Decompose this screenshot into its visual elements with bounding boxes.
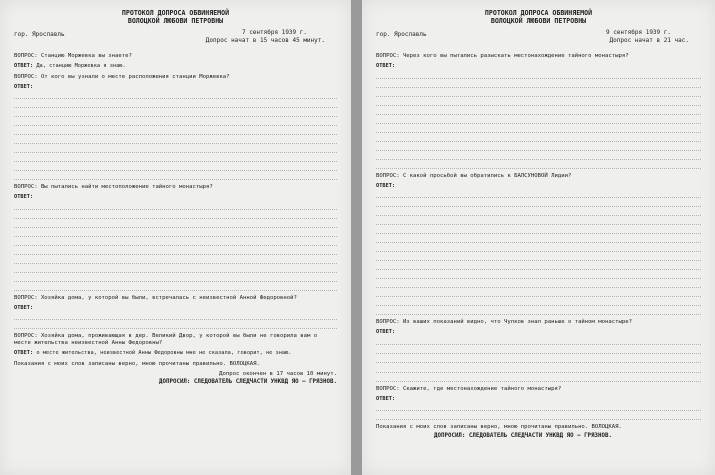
answer bbox=[14, 84, 337, 181]
illegible-text-line bbox=[14, 284, 337, 291]
title-line-2: ВОЛОЦКОЙ ЛЮБОВИ ПЕТРОВНЫ bbox=[490, 17, 587, 25]
illegible-text-line bbox=[14, 275, 337, 282]
illegible-text-block bbox=[376, 404, 701, 420]
illegible-text-line bbox=[14, 137, 337, 144]
title-line-1: ПРОТОКОЛ ДОПРОСА ОБВИНЯЕМОЙ bbox=[121, 9, 230, 17]
illegible-text-line bbox=[376, 236, 701, 243]
illegible-text-block bbox=[14, 92, 337, 180]
illegible-text-line bbox=[376, 272, 701, 279]
illegible-text-line bbox=[376, 299, 701, 306]
illegible-text-line bbox=[14, 257, 337, 264]
illegible-text-line bbox=[14, 155, 337, 162]
illegible-text-block bbox=[14, 313, 337, 329]
question: ВОПРОС: Через кого вы пытались разыскать местонахождение тайного монастыря? bbox=[376, 53, 629, 59]
illegible-text-line bbox=[376, 245, 701, 252]
question: ВОПРОС: Хозяйка дома, у которой вы были, встречалась с неизвестной Анной Федоровной? bbox=[14, 294, 297, 301]
answer bbox=[376, 396, 701, 421]
answer-text: Да, станцию Моржевка я знаю. bbox=[36, 63, 126, 69]
answer-text: о месте жительства, неизвестной Анны Федоровны мне не сказала, говорит, не знаю. bbox=[36, 350, 292, 357]
protocol-page-1 bbox=[0, 0, 351, 475]
illegible-text-line bbox=[376, 135, 701, 142]
illegible-text-line bbox=[376, 263, 701, 270]
illegible-text-line bbox=[376, 413, 701, 420]
illegible-text-block bbox=[376, 72, 701, 169]
illegible-text-line bbox=[14, 313, 337, 320]
answer-label: ОТВЕТ: bbox=[376, 182, 396, 189]
question: ВОПРОС: Хозяйка дома, проживающая в дер. Великий Двор, у которой вы были не говорила вам о месте жительства неизвестной Анны Федоровны? bbox=[14, 333, 318, 347]
illegible-text-line bbox=[14, 164, 337, 171]
date: 7 сентября 1939 г. bbox=[241, 29, 307, 36]
illegible-text-line bbox=[14, 203, 337, 210]
illegible-text-block bbox=[376, 191, 701, 315]
start-time: Допрос начат в 21 час. bbox=[609, 37, 689, 44]
end-time: Допрос окончен в 17 часов 10 минут. bbox=[219, 370, 337, 377]
illegible-text-line bbox=[376, 90, 701, 97]
signature-line: ДОПРОСИЛ: СЛЕДОВАТЕЛЬ СЛЕДЧАСТИ УНКВД ЯО — ГРЯЗНОВ. bbox=[159, 378, 337, 385]
protocol-header bbox=[14, 29, 337, 49]
answer bbox=[376, 183, 701, 316]
illegible-text-line bbox=[14, 101, 337, 108]
protocol-title bbox=[14, 9, 337, 25]
illegible-text-line bbox=[376, 290, 701, 297]
title-line-1: ПРОТОКОЛ ДОПРОСА ОБВИНЯЕМОЙ bbox=[484, 9, 593, 17]
illegible-text-line bbox=[376, 162, 701, 169]
illegible-text-line bbox=[376, 117, 701, 124]
answer bbox=[376, 63, 701, 169]
illegible-text-line bbox=[376, 347, 701, 354]
answer-label: ОТВЕТ: bbox=[376, 329, 396, 336]
answer-label: ОТВЕТ: bbox=[14, 83, 34, 90]
answer bbox=[376, 366, 701, 382]
illegible-text-line bbox=[376, 356, 701, 363]
answer bbox=[14, 305, 337, 330]
illegible-text-line bbox=[14, 322, 337, 329]
illegible-text-line bbox=[14, 110, 337, 117]
protocol-title bbox=[376, 9, 701, 25]
answer-label: ОТВЕТ: bbox=[14, 350, 34, 357]
illegible-text-line bbox=[376, 375, 701, 382]
question: ВОПРОС: Станцию Моржевка вы знаете? bbox=[14, 53, 132, 59]
answer-label: ОТВЕТ: bbox=[376, 63, 396, 69]
illegible-text-line bbox=[376, 254, 701, 261]
answer-label: ОТВЕТ: bbox=[14, 194, 34, 201]
illegible-text-line bbox=[14, 239, 337, 246]
start-time: Допрос начат в 15 часов 45 минут. bbox=[205, 37, 325, 44]
illegible-text-line bbox=[376, 200, 701, 207]
date: 9 сентября 1939 г. bbox=[605, 29, 671, 36]
city: гор. Ярославль bbox=[376, 31, 427, 38]
answer bbox=[376, 329, 701, 363]
illegible-text-line bbox=[376, 404, 701, 411]
illegible-text-line bbox=[376, 227, 701, 234]
illegible-text-line bbox=[376, 153, 701, 160]
protocol-body bbox=[14, 53, 337, 357]
illegible-text-line bbox=[14, 212, 337, 219]
protocol-page-2 bbox=[362, 0, 715, 475]
illegible-text-line bbox=[376, 281, 701, 288]
illegible-text-line bbox=[376, 126, 701, 133]
question: ВОПРОС: От кого вы узнали о месте расположения станции Моржевка? bbox=[14, 73, 230, 80]
illegible-text-line bbox=[14, 128, 337, 135]
city: гор. Ярославль bbox=[14, 31, 65, 38]
protocol-body bbox=[376, 53, 701, 420]
illegible-text-line bbox=[376, 144, 701, 151]
illegible-text-block bbox=[14, 203, 337, 291]
illegible-text-line bbox=[376, 209, 701, 216]
illegible-text-line bbox=[376, 338, 701, 345]
illegible-text-line bbox=[376, 191, 701, 198]
illegible-text-line bbox=[376, 308, 701, 315]
illegible-text-line bbox=[14, 221, 337, 228]
illegible-text-line bbox=[14, 146, 337, 153]
question: ВОПРОС: С какой просьбой вы обратились к БАЛСУНОВОЙ Лидии? bbox=[376, 172, 572, 179]
illegible-text-line bbox=[376, 81, 701, 88]
answer bbox=[14, 350, 337, 357]
illegible-text-line bbox=[14, 248, 337, 255]
illegible-text-line bbox=[14, 230, 337, 237]
page-gutter bbox=[351, 0, 362, 475]
answer bbox=[14, 63, 337, 70]
question: ВОПРОС: Скажите, где местонахождение тайного монастыря? bbox=[376, 385, 562, 392]
illegible-text-line bbox=[14, 173, 337, 180]
final-statement: Показания с моих слов записаны верно, мною прочитаны правильно. ВОЛОЦКАЯ. bbox=[376, 424, 622, 431]
question: ВОПРОС: Из ваших показаний видно, что Чулков знал раньше о тайном монастыре? bbox=[376, 319, 632, 326]
illegible-text-block bbox=[376, 366, 701, 382]
illegible-text-line bbox=[14, 266, 337, 273]
answer-label: ОТВЕТ: bbox=[14, 304, 34, 311]
illegible-text-block bbox=[376, 338, 701, 363]
question: ВОПРОС: Вы пытались найти местоположение тайного монастыря? bbox=[14, 184, 213, 191]
signature-line: ДОПРОСИЛ: СЛЕДОВАТЕЛЬ СЛЕДЧАСТИ УНКВД ЯО — ГРЯЗНОВ. bbox=[434, 433, 612, 440]
protocol-header bbox=[376, 29, 701, 49]
answer-label: ОТВЕТ: bbox=[376, 395, 396, 402]
illegible-text-line bbox=[376, 108, 701, 115]
illegible-text-line bbox=[14, 119, 337, 126]
title-line-2: ВОЛОЦКОЙ ЛЮБОВИ ПЕТРОВНЫ bbox=[127, 17, 224, 25]
illegible-text-line bbox=[376, 99, 701, 106]
illegible-text-line bbox=[376, 366, 701, 373]
illegible-text-line bbox=[376, 218, 701, 225]
illegible-text-line bbox=[14, 92, 337, 99]
answer bbox=[14, 194, 337, 291]
illegible-text-line bbox=[376, 72, 701, 79]
final-statement: Показания с моих слов записаны верно, мною прочитаны правильно. ВОЛОЦКАЯ. bbox=[14, 360, 260, 367]
answer-label: ОТВЕТ: bbox=[14, 63, 34, 69]
